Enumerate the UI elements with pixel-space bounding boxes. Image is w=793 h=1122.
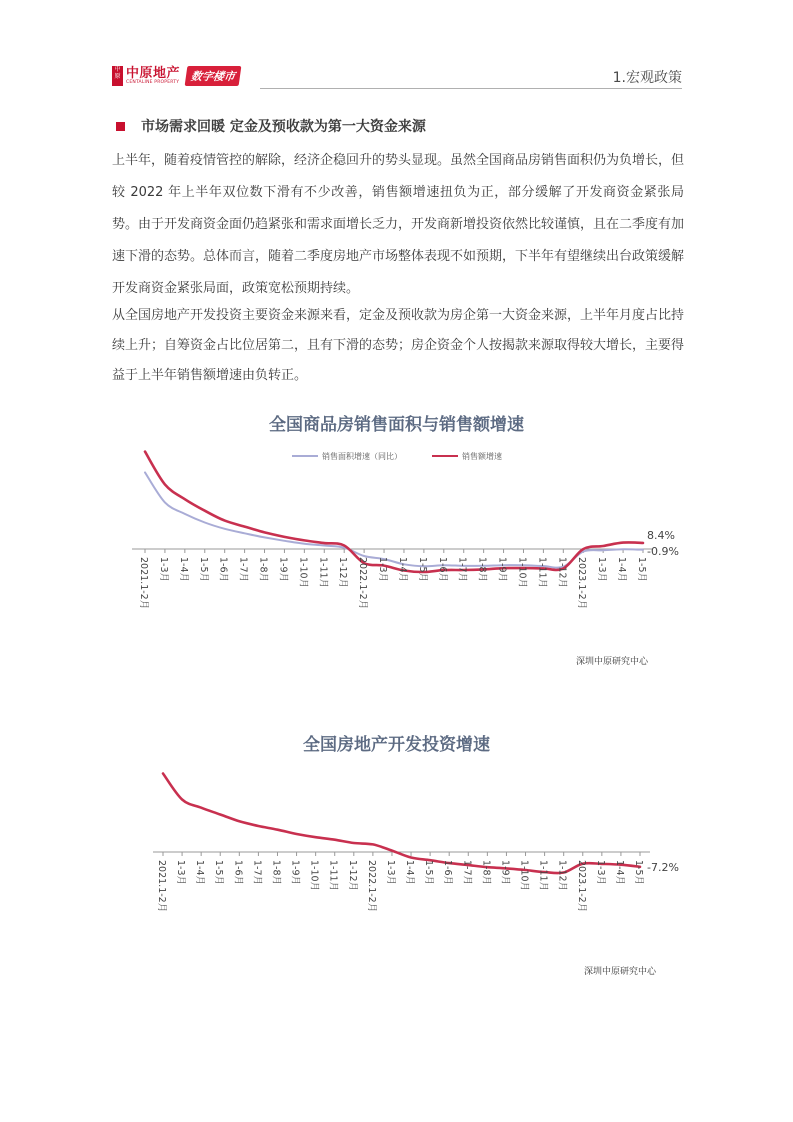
- x-tick-label: 1-7月: [461, 860, 473, 886]
- end-value-label: -7.2%: [647, 861, 679, 874]
- x-tick-label: 1-3月: [377, 557, 389, 583]
- x-tick-label: 1-8月: [257, 557, 269, 583]
- x-tick-label: 1-5月: [197, 557, 209, 583]
- x-tick-label: 1-8月: [270, 860, 282, 886]
- x-tick-label: 1-11月: [327, 860, 339, 892]
- x-tick-label: 1-5月: [423, 860, 435, 886]
- x-tick-label: 2021.1-2月: [156, 860, 167, 913]
- x-tick-label: 1-7月: [456, 557, 468, 583]
- square-bullet-icon: [116, 122, 125, 131]
- x-tick-label: 1-7月: [237, 557, 249, 583]
- chart-source: 深圳中原研究中心: [583, 967, 656, 977]
- x-tick-label: 1-5月: [416, 557, 428, 583]
- logo-seal: 中原: [112, 66, 123, 86]
- x-tick-label: 1-9月: [496, 557, 508, 583]
- x-tick-label: 2021.1-2月: [138, 557, 149, 610]
- x-tick-label: 1-5月: [213, 860, 225, 886]
- legend-label: 销售面积增速（同比）: [322, 452, 402, 461]
- x-tick-label: 1-9月: [499, 860, 511, 886]
- x-tick-label: 1-6月: [442, 860, 454, 886]
- x-tick-label: 1-7月: [251, 860, 263, 886]
- page-header: [112, 62, 682, 92]
- x-tick-label: 1-10月: [518, 860, 530, 892]
- x-tick-label: 1-9月: [277, 557, 289, 583]
- x-tick-label: 1-3月: [596, 557, 608, 583]
- x-tick-label: 1-10月: [516, 557, 528, 589]
- x-tick-label: 1-8月: [476, 557, 488, 583]
- x-tick-label: 1-4月: [404, 860, 416, 886]
- section-title: 市场需求回暖 定金及预收款为第一大资金来源: [141, 119, 426, 135]
- x-tick-label: 2022.1-2月: [357, 557, 369, 610]
- header-rule: [260, 88, 682, 89]
- x-tick-label: 1-4月: [613, 860, 625, 886]
- x-tick-label: 1-6月: [436, 557, 448, 583]
- x-tick-label: 1-9月: [289, 860, 301, 886]
- x-tick-label: 1-10月: [308, 860, 320, 892]
- paragraph-1: 上半年，随着疫情管控的解除，经济企稳回升的势头显现。虽然全国商品房销售面积仍为负增长，但较 2022 年上半年双位数下滑有不少改善，销售额增速扭负为正，部分缓解了开发商资金紧张局势。由于开发商资金面仍趋紧张和需求面增长乏力，开发商新增投资依然比较谨慎，且在二季度有加速下滑的态势。总体而言，随着二季度房地产市场整体表现不如预期，下半年有望继续出台政策缓解开发商资金紧张局面，政策宽松预期持续。: [112, 153, 685, 296]
- series-line: [163, 774, 640, 874]
- x-tick-label: 2022.1-2月: [365, 860, 377, 913]
- x-tick-label: 1-4月: [396, 557, 408, 583]
- paragraph-2: 从全国房地产开发投资主要资金来源来看，定金及预收款为房企第一大资金来源，上半年月度占比持续上升；自筹资金占比位居第二，且有下滑的态势；房企资金个人按揭款来源取得较大增长，主要得益于上半年销售额增速由负转正。: [112, 308, 685, 383]
- x-tick-label: 1-12月: [346, 860, 358, 892]
- logo-en: CENTALINE PROPERTY: [126, 79, 180, 85]
- x-tick-label: 1-8月: [480, 860, 492, 886]
- x-tick-label: 1-11月: [317, 557, 329, 589]
- x-tick-label: 2023.1-2月: [576, 557, 588, 610]
- x-tick-label: 1-4月: [616, 557, 628, 583]
- x-tick-label: 1-3月: [384, 860, 396, 886]
- x-tick-label: 2023.1-2月: [575, 860, 587, 913]
- x-tick-label: 1-12月: [556, 860, 568, 892]
- x-tick-label: 1-5月: [636, 557, 647, 583]
- series-line: [145, 472, 643, 567]
- series-line: [145, 452, 643, 572]
- x-tick-label: 1-6月: [232, 860, 244, 886]
- logo-cn: 中原地产: [126, 65, 181, 81]
- x-tick-label: 1-3月: [157, 557, 169, 583]
- body-text: [112, 145, 684, 391]
- chart1-title: 全国商品房销售面积与销售额增速: [269, 415, 524, 435]
- sales-growth-chart: [0, 440, 793, 700]
- x-tick-label: 1-11月: [536, 557, 548, 589]
- x-tick-label: 1-6月: [217, 557, 229, 583]
- x-tick-label: 1-4月: [194, 860, 206, 886]
- centaline-logo: [112, 66, 240, 86]
- investment-growth-chart: [0, 760, 793, 1000]
- x-tick-label: 1-10月: [297, 557, 309, 589]
- x-tick-label: 1-3月: [594, 860, 606, 886]
- header-section: 1.宏观政策: [612, 70, 682, 86]
- x-tick-label: 1-12月: [556, 557, 568, 589]
- x-tick-label: 1-12月: [337, 557, 349, 589]
- end-value-label: -0.9%: [647, 545, 679, 558]
- x-tick-label: 1-3月: [175, 860, 187, 886]
- chart2-title: 全国房地产开发投资增速: [303, 735, 490, 755]
- end-value-label: 8.4%: [647, 529, 675, 542]
- x-tick-label: 1-5月: [633, 860, 644, 886]
- x-tick-label: 1-4月: [177, 557, 189, 583]
- chart-source: 深圳中原研究中心: [575, 657, 648, 667]
- logo-badge: 数字楼市: [185, 66, 242, 86]
- legend-label: 销售额增速: [462, 452, 502, 461]
- x-tick-label: 1-11月: [537, 860, 549, 892]
- section-heading: [116, 116, 426, 136]
